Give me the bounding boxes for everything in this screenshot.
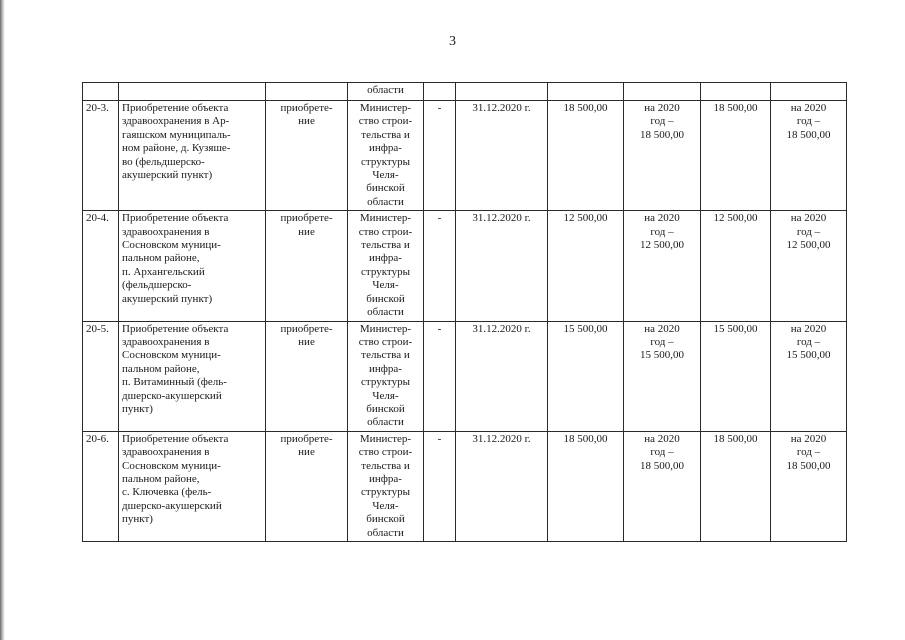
cell-period2-line: на 2020 [790, 102, 827, 114]
table-row [83, 101, 847, 211]
cell-period-line: 18 500,00 [640, 128, 684, 141]
cell-responsible-line: Министер- [359, 322, 412, 335]
cell-responsible-line: области [367, 195, 404, 208]
cell-period-line: год – [650, 446, 674, 459]
cell-type-line: приобрете- [280, 322, 333, 335]
cell-period [624, 211, 701, 321]
cell-responsible-line: тельства и [361, 128, 410, 141]
cell-name-line: (фельдшерско- [122, 279, 192, 292]
cell-responsible-line: ство строи- [358, 446, 413, 459]
table-row [83, 321, 847, 431]
cell-period2 [771, 431, 847, 541]
cell-responsible-line: Министер- [359, 212, 412, 225]
cell-responsible-line: Министер- [359, 432, 412, 445]
cell-period2-line: год – [796, 225, 821, 238]
table-row [83, 431, 847, 541]
cell-name-line: здравоохранения в [122, 225, 210, 238]
cell-amount: 18 500,00 [701, 431, 771, 541]
cell-period [624, 83, 701, 101]
cell-responsible-line: Министер- [359, 102, 412, 114]
cell-date: 31.12.2020 г. [456, 431, 548, 541]
cell-period-line: на 2020 [644, 432, 680, 445]
cell-date [456, 83, 548, 101]
scan-edge-shadow [0, 0, 5, 640]
cell-name-line: здравоохранения в [122, 446, 210, 459]
cell-date: 31.12.2020 г. [456, 321, 548, 431]
cell-period2-line: 12 500,00 [786, 239, 831, 252]
cell-period2-line: 15 500,00 [786, 349, 831, 362]
cell-responsible-line: бинской [366, 292, 405, 305]
cell-type-line: ние [298, 446, 315, 459]
cell-amount: 15 500,00 [701, 321, 771, 431]
cell-responsible-line: бинской [366, 182, 405, 195]
cell-period [624, 431, 701, 541]
cell-name-line: п. Витаминный (фель- [122, 376, 227, 389]
cell-name-line: Сосновском муници- [122, 239, 221, 252]
cell-num: 20-5. [83, 321, 119, 431]
cell-name-line: пальном районе, [122, 252, 200, 265]
cell-responsible-line: тельства и [361, 349, 410, 362]
program-table [82, 82, 847, 542]
cell-responsible-line: тельства и [361, 459, 410, 472]
cell-responsible-line: структуры [361, 155, 410, 168]
cell-dash [424, 83, 456, 101]
cell-name-line: Сосновском муници- [122, 459, 221, 472]
cell-responsible-line: тельства и [361, 239, 410, 252]
cell-cost [548, 83, 624, 101]
cell-type-line: приобрете- [280, 212, 333, 225]
cell-dash: - [424, 211, 456, 321]
cell-type [266, 211, 348, 321]
continuation-row [83, 83, 847, 101]
cell-type [266, 321, 348, 431]
cell-type [266, 431, 348, 541]
cell-name-line: ном районе, д. Кузяше- [122, 142, 231, 155]
cell-responsible-line: Челя- [372, 279, 399, 292]
cell-period-line: год – [650, 335, 674, 348]
cell-name [119, 211, 266, 321]
cell-name-line: Приобретение объекта [122, 212, 229, 225]
cell-type-line: приобрете- [280, 102, 333, 114]
page-number: 3 [449, 34, 456, 49]
cell-type-line: ние [298, 115, 315, 128]
cell-name-line: Сосновском муници- [122, 349, 221, 362]
cell-responsible-line: инфра- [369, 142, 402, 155]
cell-cost: 12 500,00 [548, 211, 624, 321]
cell-period2 [771, 321, 847, 431]
cell-period-line: 15 500,00 [640, 349, 684, 362]
cell-period-line: на 2020 [644, 212, 680, 225]
cell-cost: 18 500,00 [548, 101, 624, 211]
cell-period-line: год – [650, 115, 674, 128]
cell-num: 20-4. [83, 211, 119, 321]
cell-name [119, 83, 266, 101]
cell-responsible-line: структуры [361, 265, 410, 278]
cell-type-line: ние [298, 335, 315, 348]
cell-responsible-line: Челя- [372, 169, 399, 182]
cell-period2-line: год – [796, 115, 821, 128]
cell-period-line: 12 500,00 [640, 239, 684, 252]
cell-name-line: пункт) [122, 402, 153, 415]
cell-name-line: акушерский пункт) [122, 169, 213, 182]
cell-responsible-line: области [367, 526, 404, 539]
cell-name-line: пальном районе, [122, 472, 200, 485]
cell-dash: - [424, 431, 456, 541]
cell-period [624, 101, 701, 211]
cell-amount: 12 500,00 [701, 211, 771, 321]
cell-period2-line: на 2020 [790, 212, 827, 225]
cell-num: 20-6. [83, 431, 119, 541]
cell-cost: 18 500,00 [548, 431, 624, 541]
cell-responsible-line: инфра- [369, 252, 402, 265]
cell-period2 [771, 83, 847, 101]
cell-responsible-line: бинской [366, 402, 405, 415]
cell-responsible-line: ство строи- [358, 225, 413, 238]
cell-period2 [771, 211, 847, 321]
cell-period2-line: год – [796, 446, 821, 459]
cell-responsible: области [348, 83, 424, 101]
cell-name-line: п. Архангельский [122, 265, 205, 278]
cell-period-line: год – [650, 225, 674, 238]
cell-num: 20-3. [83, 101, 119, 211]
cell-name [119, 101, 266, 211]
cell-type [266, 83, 348, 101]
cell-period-line: на 2020 [644, 102, 680, 114]
cell-name-line: гаяшском муниципаль- [122, 128, 231, 141]
cell-name-line: Приобретение объекта [122, 322, 229, 335]
cell-period2 [771, 101, 847, 211]
cell-responsible-line: бинской [366, 513, 405, 526]
cell-cost: 15 500,00 [548, 321, 624, 431]
cell-dash: - [424, 101, 456, 211]
cell-date: 31.12.2020 г. [456, 211, 548, 321]
cell-name-line: дшерско-акушерский [122, 499, 222, 512]
cell-amount: 18 500,00 [701, 101, 771, 211]
cell-dash: - [424, 321, 456, 431]
cell-responsible-line: структуры [361, 376, 410, 389]
cell-name [119, 431, 266, 541]
cell-type-line: приобрете- [280, 432, 333, 445]
cell-name-line: во (фельдшерско- [122, 155, 205, 168]
cell-period2-line: год – [796, 335, 821, 348]
cell-amount [701, 83, 771, 101]
cell-responsible-line: области [367, 306, 404, 319]
cell-responsible-line: области [367, 416, 404, 429]
cell-name-line: с. Ключевка (фель- [122, 486, 212, 499]
cell-name [119, 321, 266, 431]
cell-responsible-line: инфра- [369, 362, 402, 375]
cell-responsible [348, 321, 424, 431]
cell-period2-line: на 2020 [790, 322, 827, 335]
cell-name-line: дшерско-акушерский [122, 389, 222, 402]
cell-period2-line: на 2020 [790, 432, 827, 445]
cell-responsible-line: инфра- [369, 472, 402, 485]
cell-name-line: пальном районе, [122, 362, 200, 375]
cell-name-line: Приобретение объекта [122, 102, 229, 114]
table-row [83, 211, 847, 321]
cell-responsible-line: структуры [361, 486, 410, 499]
cell-period2-line: 18 500,00 [786, 128, 831, 141]
cell-name-line: акушерский пункт) [122, 292, 213, 305]
cell-name-line: здравоохранения в Ар- [122, 115, 230, 128]
cell-period-line: 18 500,00 [640, 459, 684, 472]
cell-num [83, 83, 119, 101]
cell-responsible-line: ство строи- [358, 115, 413, 128]
cell-type [266, 101, 348, 211]
cell-name-line: пункт) [122, 513, 153, 526]
cell-responsible-line: Челя- [372, 389, 399, 402]
cell-responsible-line: ство строи- [358, 335, 413, 348]
cell-responsible [348, 211, 424, 321]
table-body [83, 83, 847, 542]
cell-period [624, 321, 701, 431]
cell-name-line: здравоохранения в [122, 335, 210, 348]
cell-name-line: Приобретение объекта [122, 432, 229, 445]
cell-date: 31.12.2020 г. [456, 101, 548, 211]
cell-type-line: ние [298, 225, 315, 238]
cell-responsible [348, 101, 424, 211]
cell-responsible-line: Челя- [372, 499, 399, 512]
cell-responsible [348, 431, 424, 541]
cell-period2-line: 18 500,00 [786, 459, 831, 472]
cell-period-line: на 2020 [644, 322, 680, 335]
